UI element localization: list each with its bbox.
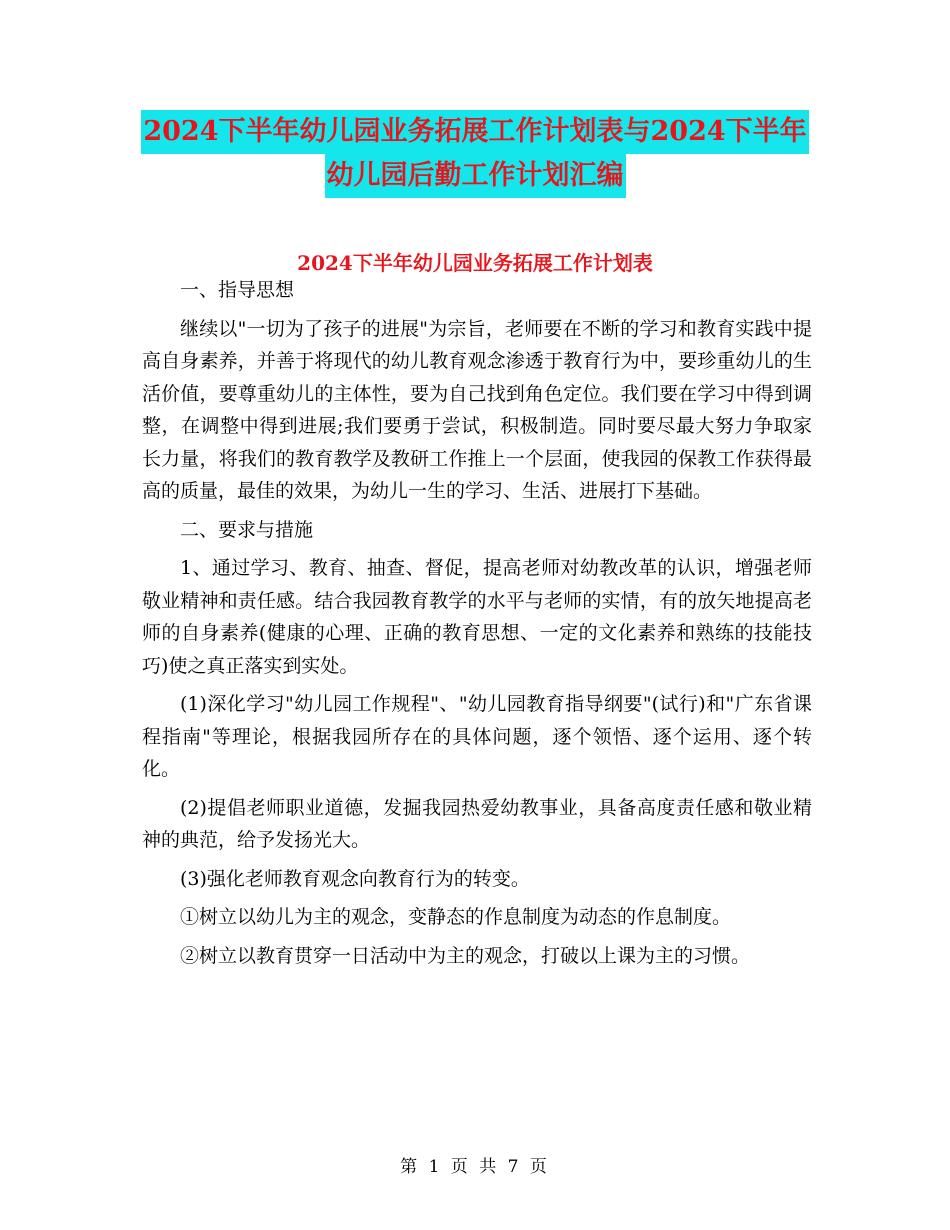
document-body	[142, 274, 812, 972]
paragraph: ①树立以幼儿为主的观念，变静态的作息制度为动态的作息制度。	[180, 906, 732, 928]
title-line-1: 2024下半年幼儿园业务拓展工作计划表与2024下半年	[141, 110, 808, 154]
section-title: 2024下半年幼儿园业务拓展工作计划表	[297, 251, 653, 275]
paragraph-heading-2: 二、要求与措施	[180, 518, 314, 541]
paragraph: 继续以"一切为了孩子的进展"为宗旨，老师要在不断的学习和教育实践中提高自身素养，并善于将现代的幼儿教育观念渗透于教育行为中，要珍重幼儿的生活价值，要尊重幼儿的主体性，要为自己找到角色定位。我们要在学习中得到调整，在调整中得到进展;我们要勇于尝试，积极制造。同时要尽最大努力争取家长力量，将我们的教育教学及教研工作推上一个层面，使我园的保教工作获得最高的质量，最佳的效果，为幼儿一生的学习、生活、进展打下基础。	[142, 317, 812, 502]
paragraph: ②树立以教育贯穿一日活动中为主的观念，打破以上课为主的习惯。	[180, 944, 751, 967]
paragraph-heading-1: 一、指导思想	[180, 279, 295, 301]
paragraph: 1、通过学习、教育、抽查、督促，提高老师对幼教改革的认识，增强老师敬业精神和责任感。结合我园教育教学的水平与老师的实情，有的放矢地提高老师的自身素养(健康的心理、正确的教育思想、一定的文化素养和熟练的技能技巧)使之真正落实到实处。	[142, 557, 812, 677]
title-line-2: 幼儿园后勤工作计划汇编	[325, 154, 626, 198]
paragraph: (3)强化老师教育观念向教育行为的转变。	[180, 867, 530, 890]
document-title	[0, 110, 950, 198]
paragraph: (2)提倡老师职业道德，发掘我园热爱幼教事业，具备高度责任感和敬业精神的典范，给予发扬光大。	[142, 796, 812, 851]
paragraph: (1)深化学习"幼儿园工作规程"、"幼儿园教育指导纲要"(试行)和"广东省课程指南"等理论，根据我园所存在的具体问题，逐个领悟、逐个运用、逐个转化。	[142, 693, 812, 780]
page-footer: 第 1 页 共 7 页	[400, 1157, 550, 1177]
